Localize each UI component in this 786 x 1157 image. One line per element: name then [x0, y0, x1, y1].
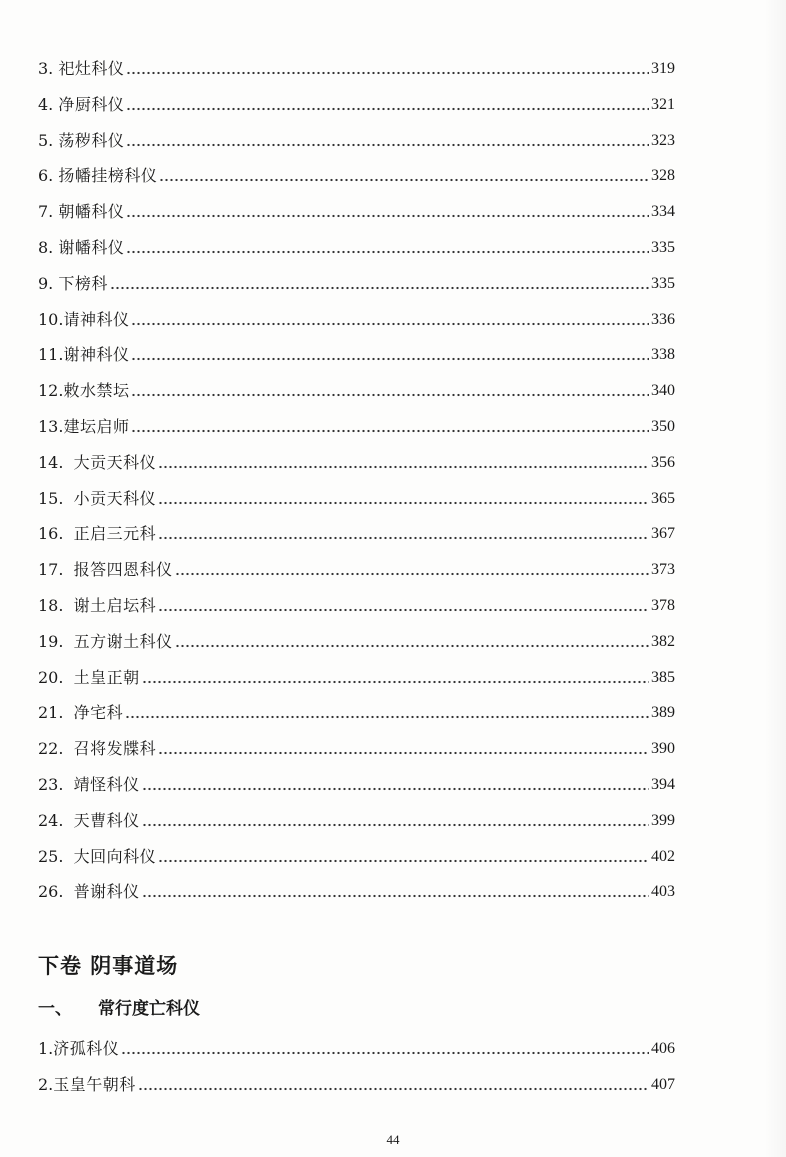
toc-entry-title: 济孤科仪	[53, 1039, 120, 1058]
toc-entry-number: 5.	[38, 130, 59, 150]
toc-entry[interactable]	[38, 517, 675, 545]
toc-entry-number: 21.	[38, 703, 74, 723]
toc-entry-page: 321	[651, 95, 675, 113]
toc-entry-page: 382	[651, 632, 675, 650]
toc-dot-leader	[131, 357, 649, 361]
toc-entry-page: 335	[651, 274, 675, 292]
toc-entry-page: 373	[651, 561, 675, 579]
toc-entry[interactable]	[38, 410, 675, 438]
toc-entry-number: 11.	[38, 345, 64, 365]
toc-entry-page: 399	[651, 811, 675, 829]
toc-dot-leader	[126, 214, 649, 218]
toc-entry-number: 22.	[38, 739, 74, 759]
toc-entry-number: 10.	[38, 309, 64, 329]
subsection-label: 常行度亡科仪	[98, 999, 200, 1019]
toc-entry-page: 350	[651, 418, 675, 435]
toc-entry-number: 4.	[38, 94, 59, 114]
toc-entry-title: 谢幡科仪	[58, 238, 125, 257]
toc-entry[interactable]	[38, 696, 675, 724]
subsection-marker: 一、	[38, 999, 72, 1019]
toc-entry[interactable]	[38, 661, 675, 689]
toc-entry[interactable]	[38, 875, 675, 903]
toc-entry-page: 394	[651, 776, 675, 793]
toc-entry[interactable]	[38, 1032, 675, 1060]
toc-entry-page: 336	[651, 310, 675, 328]
toc-entry-page: 365	[651, 489, 675, 507]
toc-entry-title: 下榜科	[58, 273, 108, 293]
toc-dot-leader	[175, 644, 649, 648]
section-title: 下卷 阴事道场	[38, 954, 179, 978]
toc-dot-leader	[126, 71, 649, 75]
toc-entry-page: 378	[651, 597, 675, 614]
toc-entry[interactable]	[38, 589, 675, 617]
toc-entry-page: 328	[651, 167, 675, 185]
toc-entry-number: 1.	[38, 1039, 54, 1058]
toc-entry[interactable]	[38, 840, 675, 868]
toc-entry-title: 正启三元科	[73, 524, 157, 544]
toc-entry-number: 24.	[38, 810, 74, 830]
toc-dot-leader	[126, 143, 649, 147]
toc-dot-leader	[138, 1087, 649, 1091]
toc-entry-number: 23.	[38, 775, 74, 794]
toc-entry-number: 26.	[38, 882, 74, 902]
toc-dot-leader	[131, 322, 649, 326]
toc-entry-title: 敕水禁坛	[63, 381, 130, 401]
toc-entry-title: 靖怪科仪	[73, 775, 140, 794]
toc-entry-title: 净宅科	[73, 703, 124, 723]
subsection-title	[38, 994, 200, 1019]
toc-entry-title: 荡秽科仪	[58, 130, 125, 150]
toc-dot-leader	[142, 787, 649, 791]
toc-entry-number: 2.	[38, 1074, 54, 1094]
toc-entry-title: 小贡天科仪	[73, 488, 157, 508]
toc-entry[interactable]	[38, 553, 675, 581]
page-number: 44	[386, 1132, 400, 1147]
toc-entry-number: 14.	[38, 452, 74, 472]
toc-entry-number: 20.	[38, 667, 74, 687]
toc-entry[interactable]	[38, 195, 675, 223]
toc-entry-page: 367	[651, 525, 675, 543]
toc-dot-leader	[158, 465, 649, 469]
toc-entry-title: 大回向科仪	[73, 846, 157, 866]
toc-entry[interactable]	[38, 231, 675, 259]
toc-entry-page: 385	[651, 668, 675, 686]
toc-entry[interactable]	[38, 482, 675, 510]
toc-entry-title: 天曹科仪	[73, 810, 140, 830]
toc-dot-leader	[126, 107, 649, 111]
toc-dot-leader	[125, 715, 649, 719]
toc-entry-number: 17.	[38, 560, 74, 580]
toc-entry[interactable]	[38, 1068, 675, 1096]
toc-entry-number: 3.	[38, 59, 59, 78]
toc-entry[interactable]	[38, 768, 675, 796]
toc-entry-page: 390	[651, 740, 675, 758]
toc-entry-number: 16.	[38, 524, 74, 544]
toc-dot-leader	[158, 859, 649, 863]
toc-entry-title: 祀灶科仪	[58, 59, 125, 78]
toc-entry-number: 13.	[38, 417, 64, 436]
toc-dot-leader	[131, 429, 649, 433]
toc-dot-leader	[175, 572, 649, 576]
toc-entry[interactable]	[38, 124, 675, 152]
toc-dot-leader	[121, 1051, 649, 1055]
toc-dot-leader	[142, 894, 649, 898]
toc-entry-page: 335	[651, 239, 675, 256]
toc-entry-number: 6.	[38, 166, 59, 186]
toc-entry-page: 323	[651, 131, 675, 149]
toc-entry-title: 净厨科仪	[58, 94, 125, 114]
toc-entry[interactable]	[38, 446, 675, 474]
toc-entry-title: 普谢科仪	[73, 882, 140, 902]
toc-dot-leader	[110, 286, 649, 290]
toc-dot-leader	[158, 608, 649, 612]
toc-entry-page: 389	[651, 704, 675, 722]
toc-dot-leader	[158, 751, 649, 755]
toc-entry-title: 朝幡科仪	[58, 202, 125, 222]
toc-dot-leader	[159, 178, 649, 182]
toc-dot-leader	[142, 823, 649, 827]
toc-entry-page: 340	[651, 382, 675, 400]
toc-entry[interactable]	[38, 52, 675, 80]
toc-entry-title: 建坛启师	[63, 417, 130, 436]
toc-entry-number: 25.	[38, 846, 74, 866]
toc-dot-leader	[158, 536, 649, 540]
toc-dot-leader	[158, 501, 649, 505]
toc-entry-number: 9.	[38, 273, 59, 293]
toc-entry[interactable]	[38, 303, 675, 331]
toc-entry[interactable]	[38, 159, 675, 187]
toc-entry[interactable]	[38, 732, 675, 760]
toc-entry-title: 大贡天科仪	[73, 452, 157, 472]
toc-dot-leader	[126, 250, 649, 254]
toc-entry-page: 407	[651, 1075, 675, 1093]
toc-dot-leader	[131, 393, 649, 397]
toc-entry-number: 12.	[38, 381, 64, 401]
toc-entry-page: 319	[651, 60, 675, 77]
toc-entry-title: 土皇正朝	[73, 667, 140, 687]
toc-entry-title: 谢土启坛科	[73, 596, 157, 615]
toc-entry[interactable]	[38, 625, 675, 653]
toc-entry-page: 406	[651, 1040, 675, 1057]
toc-entry-number: 18.	[38, 596, 74, 615]
toc-entry-page: 334	[651, 203, 675, 221]
toc-entry[interactable]	[38, 374, 675, 402]
toc-entry-page: 338	[651, 346, 675, 364]
toc-entry[interactable]	[38, 338, 675, 366]
toc-dot-leader	[142, 680, 649, 684]
toc-entry-page: 403	[651, 883, 675, 901]
toc-entry-number: 15.	[38, 488, 74, 508]
toc-entry[interactable]	[38, 804, 675, 832]
toc-entry-page: 356	[651, 453, 675, 471]
toc-entry-title: 玉皇午朝科	[53, 1074, 136, 1094]
toc-entry-title: 请神科仪	[63, 309, 130, 329]
toc-entry-number: 8.	[38, 238, 59, 257]
toc-entry-number: 19.	[38, 631, 74, 651]
toc-entry-title: 谢神科仪	[63, 345, 130, 365]
toc-entry[interactable]	[38, 267, 675, 295]
toc-entry-title: 报答四恩科仪	[73, 560, 173, 580]
toc-entry-page: 402	[651, 847, 675, 865]
toc-entry-title: 召将发牒科	[73, 739, 157, 759]
toc-entry-number: 7.	[38, 202, 59, 222]
toc-entry[interactable]	[38, 88, 675, 116]
page-edge-shadow	[764, 0, 786, 1157]
toc-entry-title: 扬幡挂榜科仪	[58, 166, 158, 186]
toc-entry-title: 五方谢土科仪	[73, 631, 173, 651]
